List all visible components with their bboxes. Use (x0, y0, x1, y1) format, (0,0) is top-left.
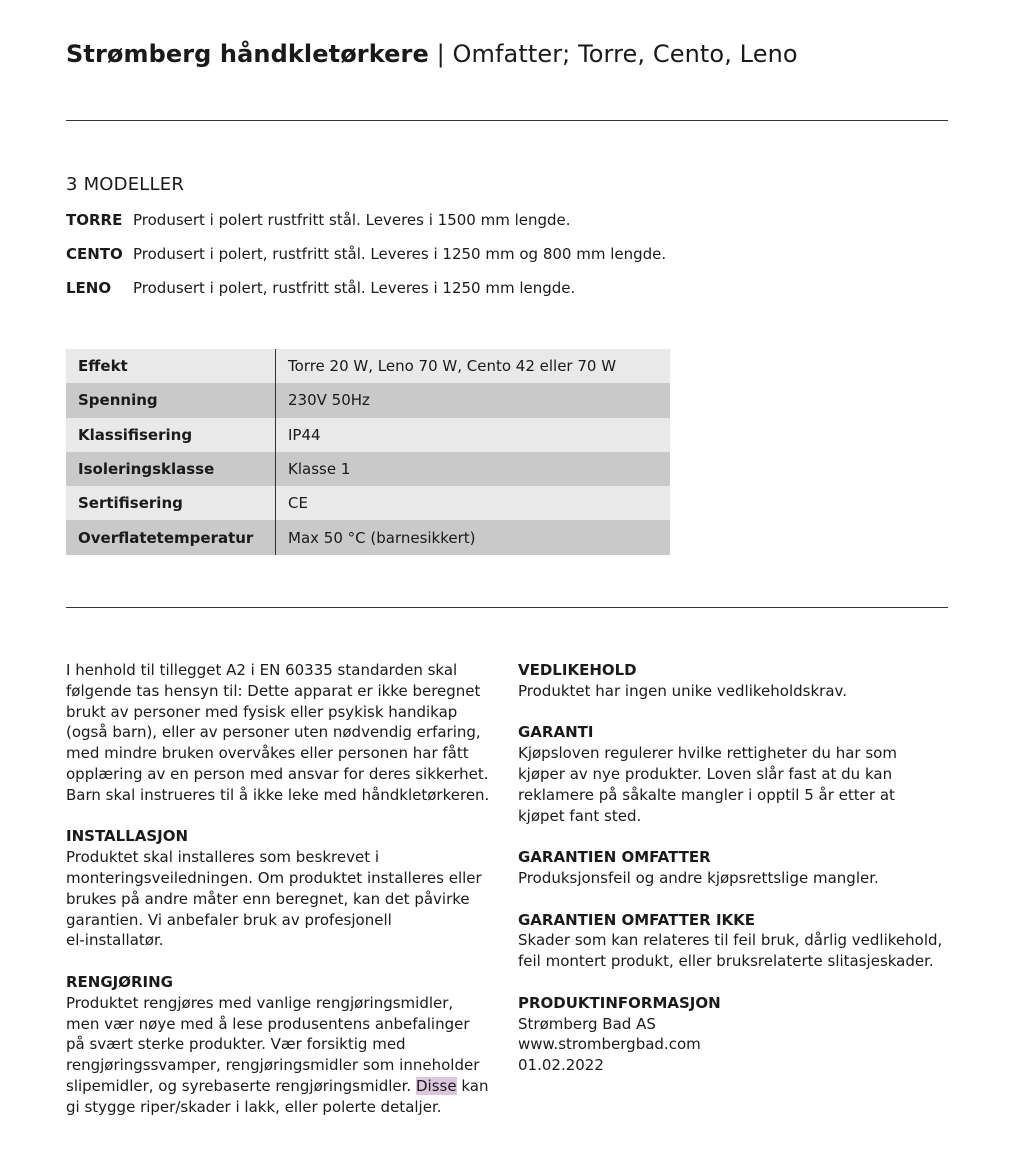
text-line: reklamere på såkalte mangler i opptil 5 år etter at (518, 785, 895, 804)
text-line: følgende tas hensyn til: Dette apparat er ikke beregnet (66, 681, 481, 700)
text-line: feil montert produkt, eller bruksrelaterte slitasjeskader. (518, 952, 934, 971)
text-line: el-installatør. (66, 931, 164, 950)
spec-key: Klassifisering (66, 418, 276, 452)
section-heading: RENGJØRING (66, 972, 173, 991)
text-line: I henhold til tillegget A2 i EN 60335 standarden skal (66, 661, 458, 679)
text-line: monteringsveiledningen. Om produktet installeres eller (66, 868, 482, 887)
middle-divider (66, 607, 948, 608)
text-segment: slipemidler, og syrebaserte rengjøringsmidler. (66, 1076, 412, 1095)
installasjon-section (66, 826, 506, 951)
text-line: men vær nøye med å lese produsentens anbefalinger (66, 1014, 470, 1033)
text-line: rengjøringssvamper, rengjøringsmidler som inneholder (66, 1056, 480, 1075)
garanti-section (518, 722, 958, 826)
spec-value: CE (276, 486, 671, 520)
spec-row (66, 349, 670, 383)
title-subtitle: Omfatter; Torre, Cento, Leno (452, 40, 798, 68)
spec-key: Overflatetemperatur (66, 520, 276, 554)
garantien-omfatter-section (518, 847, 958, 889)
spec-value: Torre 20 W, Leno 70 W, Cento 42 eller 70 W (276, 349, 671, 383)
text-line: opplæring av en person med ansvar for deres sikkerhet. (66, 764, 489, 783)
text-line (66, 1076, 506, 1097)
text-line: med mindre bruken overvåkes eller personen har fått (66, 744, 469, 763)
document-date: 01.02.2022 (518, 1056, 604, 1075)
model-desc: Produsert i polert, rustfritt stål. Leveres i 1250 mm lengde. (133, 279, 576, 297)
section-heading: GARANTI (518, 723, 594, 742)
text-line: Produksjonsfeil og andre kjøpsrettslige mangler. (518, 868, 879, 887)
text-line: kjøper av nye produkter. Loven slår fast at du kan (518, 764, 893, 783)
model-row-torre (66, 211, 571, 229)
text-line: Produktet skal installeres som beskrevet i (66, 848, 380, 867)
text-line: garantien. Vi anbefaler bruk av profesjonell (66, 910, 392, 929)
text-line: Kjøpsloven regulerer hvilke rettigheter du har som (518, 744, 897, 763)
text-line: kjøpet fant sted. (518, 806, 642, 825)
right-column (518, 660, 958, 1097)
section-heading: INSTALLASJON (66, 827, 189, 846)
highlighted-word: Disse (415, 1076, 457, 1095)
model-name: TORRE (66, 211, 123, 229)
spec-row (66, 418, 670, 452)
section-heading: GARANTIEN OMFATTER (518, 848, 711, 867)
vedlikehold-section (518, 660, 958, 702)
model-name: CENTO (66, 245, 123, 263)
company-name: Strømberg Bad AS (518, 1014, 656, 1033)
section-heading: VEDLIKEHOLD (518, 661, 637, 679)
text-line: Barn skal instrueres til å ikke leke med håndkletørkeren. (66, 785, 490, 804)
text-line: brukt av personer med fysisk eller psykisk handikap (66, 702, 458, 721)
spec-value: 230V 50Hz (276, 383, 671, 417)
page-title (66, 40, 798, 68)
intro-section (66, 660, 506, 806)
model-row-leno (66, 279, 575, 297)
text-line: Skader som kan relateres til feil bruk, dårlig vedlikehold, (518, 931, 943, 950)
spec-table (66, 349, 670, 555)
text-line: på svært sterke produkter. Vær forsiktig med (66, 1035, 406, 1054)
text-segment: kan (461, 1076, 489, 1095)
text-line: gi stygge riper/skader i lakk, eller polerte detaljer. (66, 1097, 442, 1116)
left-column (66, 660, 506, 1138)
model-row-cento (66, 245, 666, 263)
brand-title: Strømberg håndkletørkere (66, 40, 429, 68)
website-link[interactable]: www.strombergbad.com (518, 1035, 701, 1054)
spec-value: Max 50 °C (barnesikkert) (276, 520, 671, 554)
model-desc: Produsert i polert, rustfritt stål. Leveres i 1250 mm og 800 mm lengde. (133, 245, 667, 263)
produktinformasjon-section (518, 993, 958, 1076)
spec-key: Spenning (66, 383, 276, 417)
title-separator: | (436, 40, 445, 68)
spec-key: Isoleringsklasse (66, 452, 276, 486)
spec-row (66, 452, 670, 486)
section-heading: GARANTIEN OMFATTER IKKE (518, 910, 756, 929)
section-heading: PRODUKTINFORMASJON (518, 993, 721, 1012)
rengjoring-section (66, 972, 506, 1118)
top-divider (66, 120, 948, 121)
spec-value: IP44 (276, 418, 671, 452)
model-name: LENO (66, 279, 112, 297)
spec-key: Effekt (66, 349, 276, 383)
text-line: Produktet rengjøres med vanlige rengjøringsmidler, (66, 993, 454, 1012)
spec-row (66, 520, 670, 554)
model-desc: Produsert i polert rustfritt stål. Leveres i 1500 mm lengde. (133, 211, 571, 229)
spec-row (66, 486, 670, 520)
text-line: (også barn), eller av personer uten nødvendig erfaring, (66, 723, 481, 742)
spec-row (66, 383, 670, 417)
spec-value: Klasse 1 (276, 452, 671, 486)
text-line: Produktet har ingen unike vedlikeholdskrav. (518, 681, 847, 700)
text-line: brukes på andre måter enn beregnet, kan det påvirke (66, 889, 470, 908)
spec-key: Sertifisering (66, 486, 276, 520)
models-heading: 3 MODELLER (66, 174, 185, 195)
garantien-omfatter-ikke-section (518, 910, 958, 972)
